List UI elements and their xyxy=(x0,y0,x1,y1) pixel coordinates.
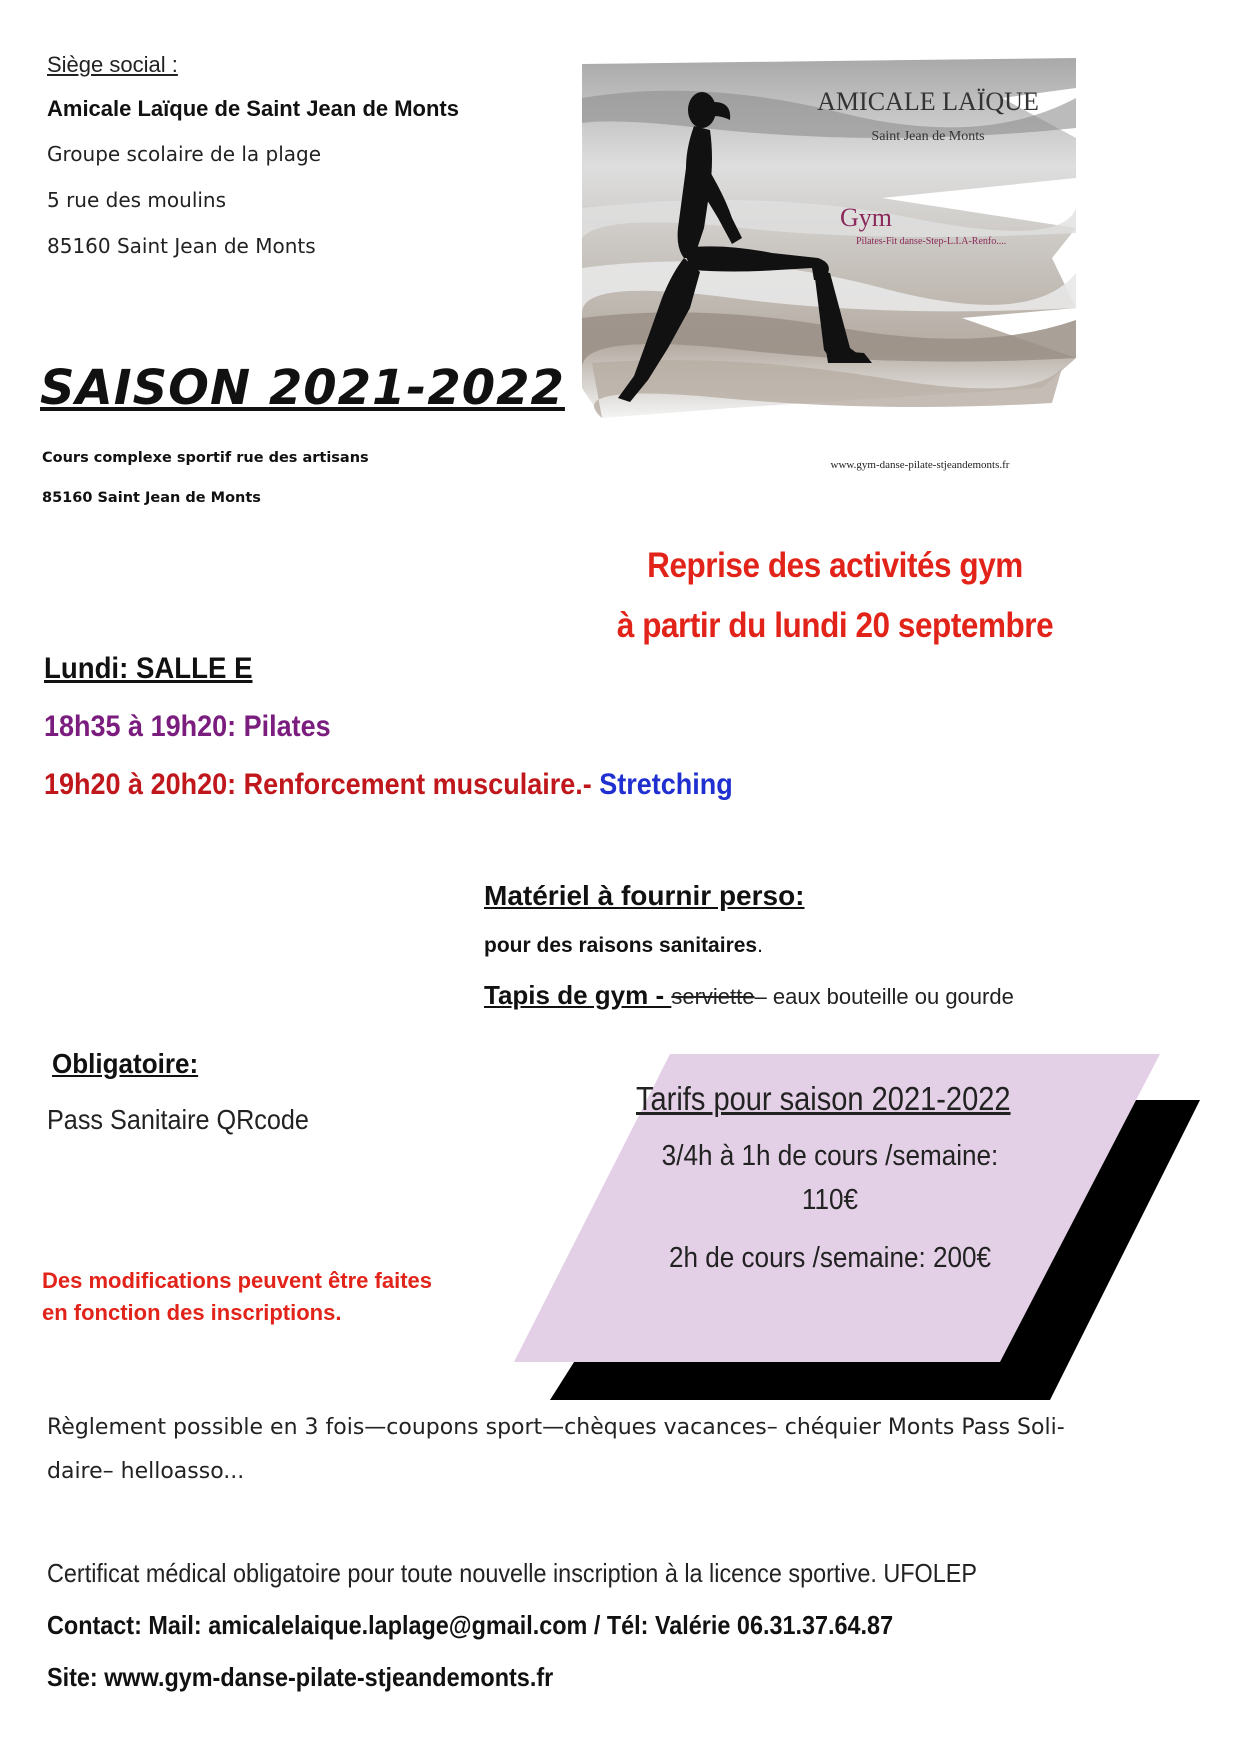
logo-title: AMICALE LAÏQUE xyxy=(817,87,1039,116)
contact-text: Contact: Mail: amicalelaique.laplage@gmail.com / Tél: Valérie 06.31.37.64.87 xyxy=(47,1610,894,1640)
address-line-3: 85160 Saint Jean de Monts xyxy=(47,234,316,258)
notice-line-1: Des modifications peuvent être faites xyxy=(42,1268,432,1293)
schedule-pilates: 18h35 à 19h20: Pilates xyxy=(44,710,331,743)
materiel-reason-end: . xyxy=(757,934,763,957)
schedule-day: Lundi: SALLE E xyxy=(44,652,253,685)
notice-line-2: en fonction des inscriptions. xyxy=(42,1300,342,1325)
tarifs-title: Tarifs pour saison 2021-2022 xyxy=(636,1080,1011,1117)
association-name: Amicale Laïque de Saint Jean de Monts xyxy=(47,96,459,121)
reglement-text xyxy=(47,1406,1187,1494)
materiel-tapis: Tapis de gym - xyxy=(484,980,672,1010)
materiel-reason-text: pour des raisons sanitaires xyxy=(484,934,758,957)
tarifs-line-1: 3/4h à 1h de cours /semaine: xyxy=(661,1140,999,1172)
materiel-title: Matériel à fournir perso: xyxy=(484,880,805,911)
reprise-line-2: à partir du lundi 20 septembre xyxy=(616,606,1054,645)
address-line-1: Groupe scolaire de la plage xyxy=(47,142,322,166)
tarifs-line-2: 110€ xyxy=(801,1184,859,1216)
materiel-reason xyxy=(484,934,763,958)
reprise-line-1: Reprise des activités gym xyxy=(647,546,1023,585)
reglement-line-2: daire– helloasso... xyxy=(47,1459,245,1484)
venue-line-2: 85160 Saint Jean de Monts xyxy=(42,490,261,506)
obligatoire-pass: Pass Sanitaire QRcode xyxy=(47,1104,309,1135)
venue-line-1: Cours complexe sportif rue des artisans xyxy=(42,450,369,466)
materiel-serviette: serviette xyxy=(671,984,755,1009)
materiel-rest: – eaux bouteille ou gourde xyxy=(754,984,1014,1009)
certificat-text: Certificat médical obligatoire pour toute nouvelle inscription à la licence sportive. UFOLEP xyxy=(47,1558,977,1588)
schedule-stretching: Stretching xyxy=(599,768,733,801)
season-title: SAISON 2021-2022 xyxy=(40,360,565,416)
site-text: Site: www.gym-danse-pilate-stjeandemonts.fr xyxy=(47,1662,554,1692)
schedule-renforcement-text: 19h20 à 20h20: Renforcement musculaire.- xyxy=(44,768,600,801)
tarifs-line-3: 2h de cours /semaine: 200€ xyxy=(668,1242,992,1274)
logo-subtitle: Saint Jean de Monts xyxy=(871,129,985,144)
materiel-items xyxy=(484,980,1014,1011)
address-line-2: 5 rue des moulins xyxy=(47,188,227,212)
gym-logo-image xyxy=(582,58,1076,476)
siege-social-label: Siège social : xyxy=(47,52,178,77)
logo-activities: Pilates-Fit danse-Step-L.I.A-Renfo.... xyxy=(856,236,1007,247)
schedule-renforcement xyxy=(44,768,733,802)
obligatoire-title: Obligatoire: xyxy=(52,1048,199,1079)
logo-website: www.gym-danse-pilate-stjeandemonts.fr xyxy=(830,459,1010,471)
reglement-line-1: Règlement possible en 3 fois—coupons sport—chèques vacances– chéquier Monts Pass Soli- xyxy=(47,1415,1065,1440)
logo-gym: Gym xyxy=(840,203,892,232)
